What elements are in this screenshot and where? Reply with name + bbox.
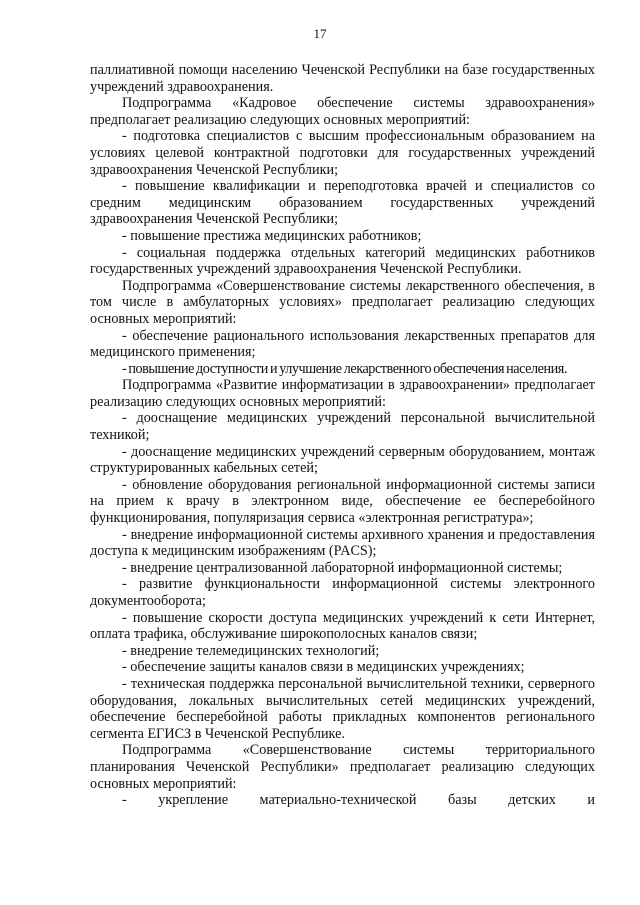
- paragraph-subprogram: Подпрограмма «Совершенствование системы лекарственного обеспечения, в том числе в амбулаторных условиях» предполагает реализацию следующих основных мероприятий:: [90, 277, 595, 327]
- list-item: - социальная поддержка отдельных категорий медицинских работников государственных учреждений здравоохранения Чеченской Республики.: [90, 244, 595, 278]
- list-item: - повышение квалификации и переподготовка врачей и специалистов со средним медицинским образованием государственных учреждений здравоохранения Чеченской Республики;: [90, 178, 595, 228]
- list-item: - дооснащение медицинских учреждений серверным оборудованием, монтаж структурированных кабельных сетей;: [90, 443, 595, 477]
- list-item: - развитие функциональности информационной системы электронного документооборота;: [90, 576, 595, 609]
- paragraph-subprogram: Подпрограмма «Кадровое обеспечение системы здравоохранения» предполагает реализацию следующих основных мероприятий:: [90, 95, 595, 128]
- list-item: - повышение престижа медицинских работников;: [122, 227, 422, 244]
- paragraph-subprogram: Подпрограмма «Совершенствование системы территориального планирования Чеченской Республики» предполагает реализацию следующих основных мероприятий:: [90, 742, 595, 792]
- list-item: - обеспечение защиты каналов связи в медицинских учреждениях;: [122, 659, 525, 676]
- list-item: - обновление оборудования региональной информационной системы записи на прием к врачу в электронном виде, обеспечение ее бесперебойного функционирования, популяризация сервиса «электронная регистратура»;: [90, 476, 595, 527]
- list-item: - дооснащение медицинских учреждений персональной вычислительной техникой;: [90, 410, 595, 444]
- document-body: [90, 62, 595, 809]
- list-item: - укрепление материально-технической базы детских и: [122, 792, 595, 809]
- page-number: 17: [313, 26, 327, 41]
- list-item: - подготовка специалистов с высшим профессиональным образованием на условиях целевой контрактной подготовки для государственных учреждений здравоохранения Чеченской Республики;: [90, 128, 595, 178]
- list-item: - техническая поддержка персональной вычислительной техники, серверного оборудования, локальных вычислительных сетей медицинских учреждений, обеспечение бесперебойной работы прикладных компонентов регионального сегмента ЕГИСЗ в Чеченской Республике.: [90, 675, 595, 742]
- list-item: - обеспечение рационального использования лекарственных препаратов для медицинского применения;: [90, 327, 595, 361]
- list-item: - внедрение информационной системы архивного хранения и предоставления доступа к медицинским изображениям (PACS);: [90, 526, 595, 560]
- list-item: - внедрение централизованной лабораторной информационной системы;: [122, 559, 563, 576]
- paragraph: паллиативной помощи населению Чеченской Республики на базе государственных учреждений здравоохранения.: [90, 62, 595, 95]
- list-item: - внедрение телемедицинских технологий;: [122, 642, 380, 659]
- list-item: - повышение доступности и улучшение лекарственного обеспечения населения.: [122, 360, 567, 377]
- paragraph-subprogram: Подпрограмма «Развитие информатизации в здравоохранении» предполагает реализацию следующих основных мероприятий:: [90, 377, 595, 410]
- list-item: - повышение скорости доступа медицинских учреждений к сети Интернет, оплата трафика, обслуживание широкополосных каналов связи;: [90, 609, 595, 643]
